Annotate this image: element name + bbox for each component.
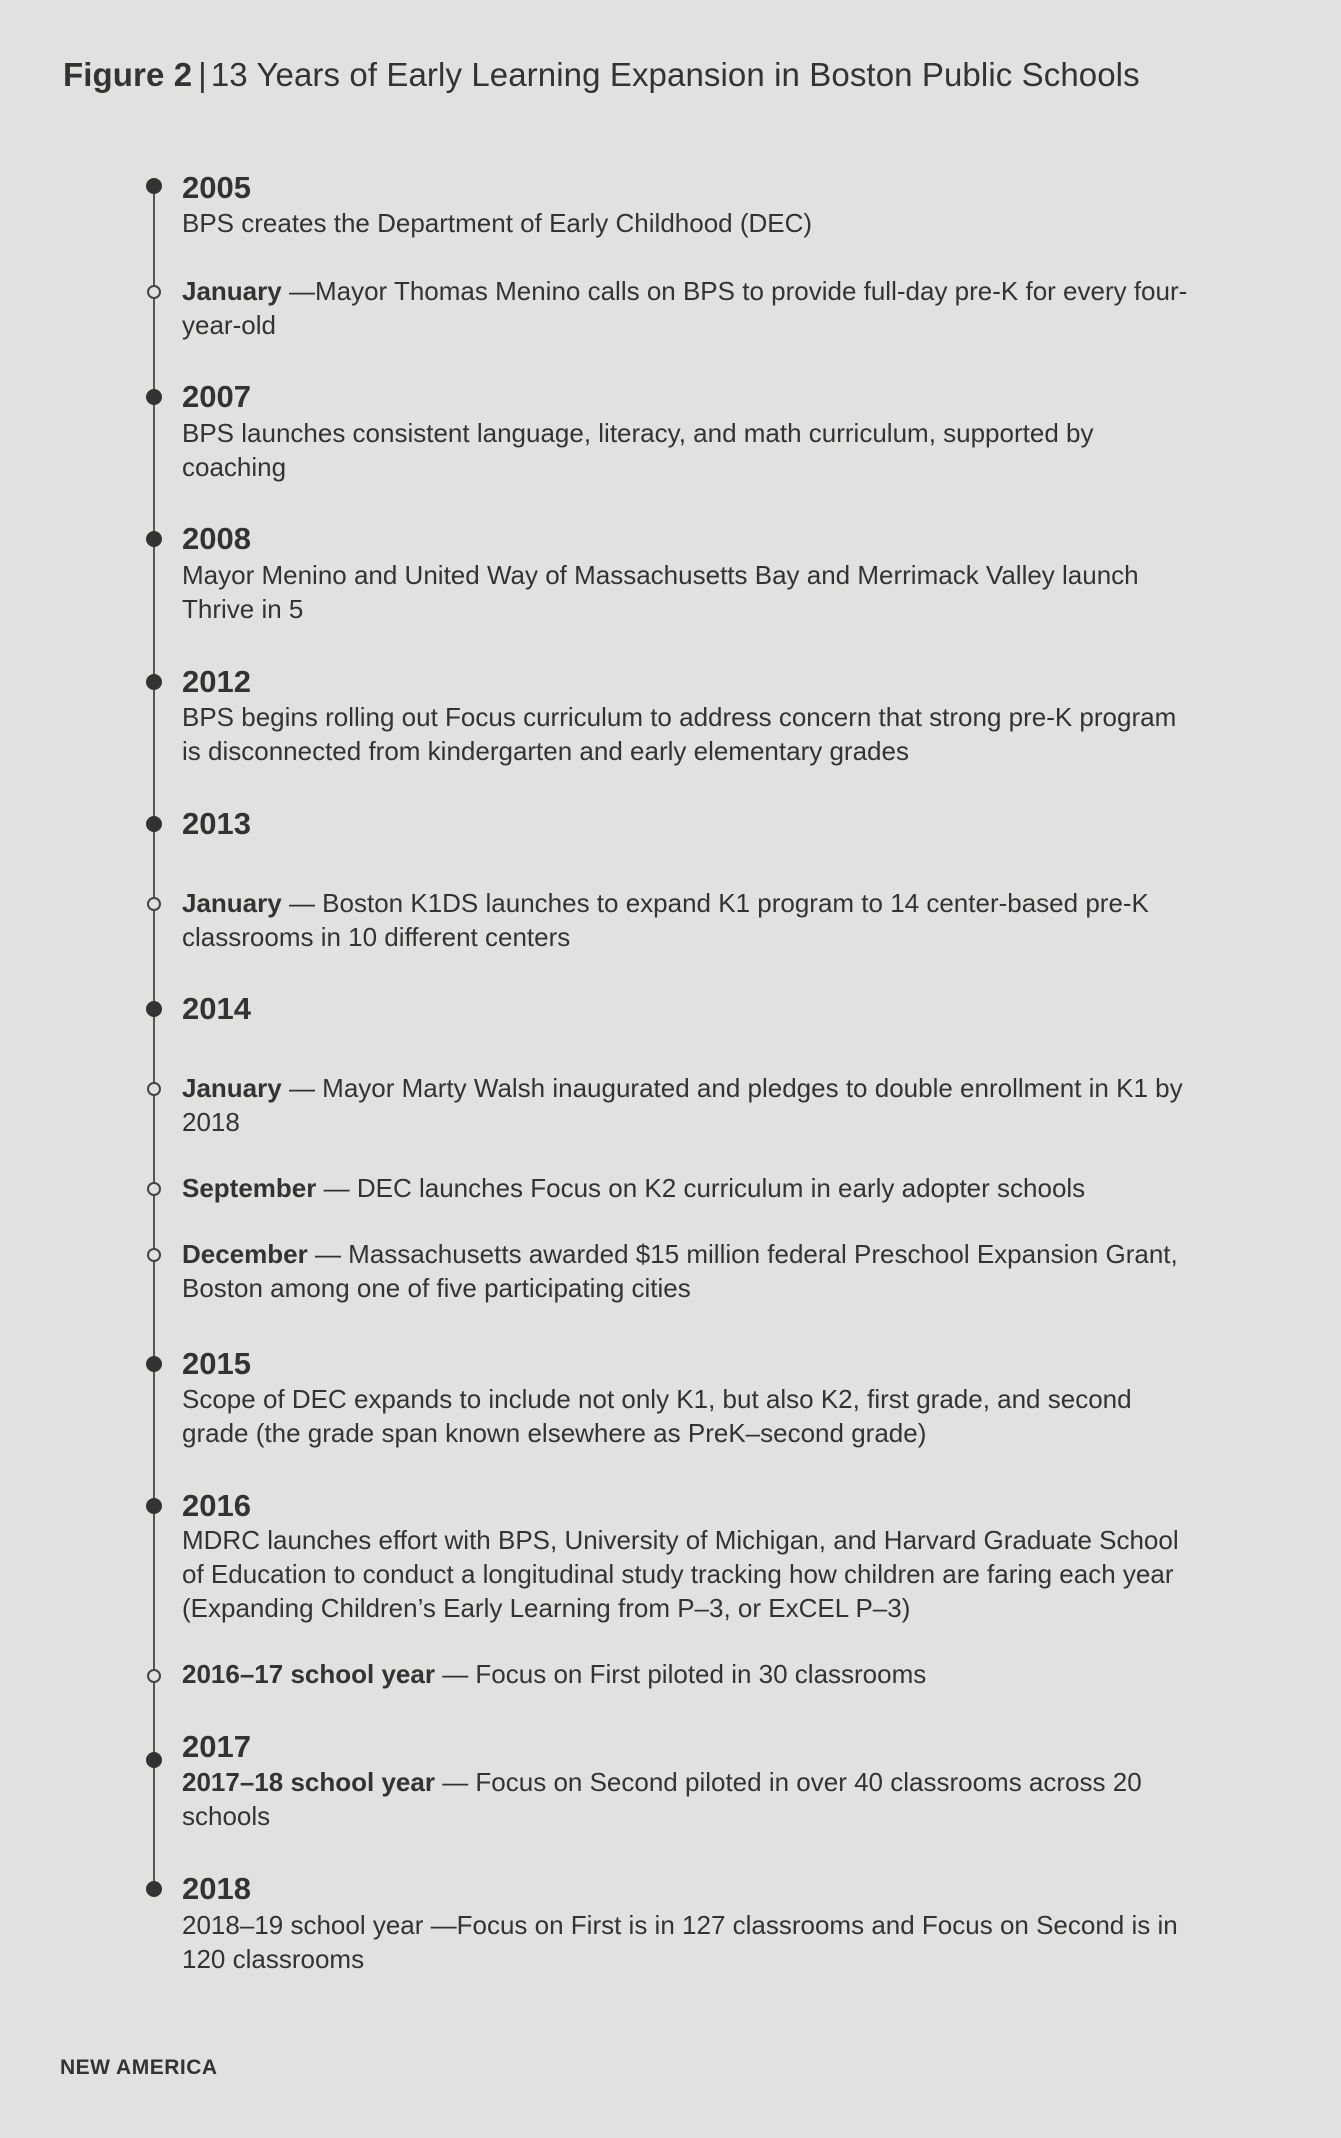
year-marker-dot: [146, 1881, 162, 1897]
event-text: BPS launches consistent language, literacy, and math curriculum, supported by coaching: [182, 418, 1094, 482]
month-marker-circle: [147, 1248, 161, 1262]
event-text: [182, 1071, 1202, 1139]
year-label: 2008: [182, 521, 251, 556]
new-america-logo: NEW AMERICA: [60, 2056, 218, 2079]
year-label: 2012: [182, 664, 251, 699]
event-description: — Focus on First piloted in 30 classrooms: [434, 1659, 927, 1689]
title-separator: |: [198, 56, 207, 93]
year-marker-dot: [146, 816, 162, 832]
event-description: — Mayor Marty Walsh inaugurated and pledges to double enrollment in K1 by 2018: [182, 1073, 1183, 1137]
event-description: — DEC launches Focus on K2 curriculum in early adopter schools: [316, 1173, 1086, 1203]
year-label: 2014: [182, 991, 251, 1026]
event-month: January: [182, 276, 282, 306]
event-text: BPS begins rolling out Focus curriculum to address concern that strong pre-K program is disconnected from kindergarten and early elementary grades: [182, 702, 1177, 766]
year-marker-dot: [146, 178, 162, 194]
event-text: [182, 274, 1202, 342]
month-marker-circle: [147, 1182, 161, 1196]
figure-title: [63, 56, 1140, 94]
year-label: 2018: [182, 1871, 251, 1906]
year-marker-dot: [146, 674, 162, 690]
year-marker-dot: [146, 1752, 162, 1768]
year-label: 2005: [182, 170, 251, 205]
year-marker-dot: [146, 531, 162, 547]
year-marker-dot: [146, 1001, 162, 1017]
month-marker-circle: [147, 1669, 161, 1683]
event-month: January: [182, 888, 282, 918]
figure-label: Figure 2: [63, 56, 193, 93]
event-period: 2017–18 school year: [182, 1767, 435, 1797]
timeline-axis: [153, 184, 155, 1889]
event-description: — Massachusetts awarded $15 million federal Preschool Expansion Grant, Boston among one of five participating cities: [182, 1239, 1178, 1303]
event-month: January: [182, 1073, 282, 1103]
event-text: [182, 886, 1202, 954]
year-marker-dot: [146, 389, 162, 405]
event-text: [182, 1171, 1202, 1205]
event-text: MDRC launches effort with BPS, University of Michigan, and Harvard Graduate School of Education to conduct a longitudinal study tracking how children are faring each year (Expanding Children’s Early Learning from P–3, or ExCEL P–3): [182, 1525, 1179, 1623]
event-period: 2016–17 school year: [182, 1659, 435, 1689]
event-text: [182, 1765, 1202, 1833]
event-text: [182, 1237, 1202, 1305]
event-text: Scope of DEC expands to include not only K1, but also K2, first grade, and second grade (the grade span known elsewhere as PreK–second grade): [182, 1384, 1132, 1448]
month-marker-circle: [147, 1082, 161, 1096]
year-label: 2007: [182, 379, 251, 414]
month-marker-circle: [147, 285, 161, 299]
month-marker-circle: [147, 897, 161, 911]
event-month: September: [182, 1173, 317, 1203]
year-marker-dot: [146, 1498, 162, 1514]
event-description: — Focus on Second piloted in over 40 classrooms across 20 schools: [182, 1767, 1142, 1831]
year-label: 2013: [182, 806, 251, 841]
event-description: — Boston K1DS launches to expand K1 program to 14 center-based pre-K classrooms in 10 different centers: [182, 888, 1149, 952]
event-text: Mayor Menino and United Way of Massachusetts Bay and Merrimack Valley launch Thrive in 5: [182, 560, 1139, 624]
year-marker-dot: [146, 1356, 162, 1372]
year-label: 2017: [182, 1729, 251, 1764]
event-description: —Mayor Thomas Menino calls on BPS to provide full-day pre-K for every four-year-old: [182, 276, 1188, 340]
event-text: [182, 1657, 1202, 1691]
event-month: December: [182, 1239, 308, 1269]
figure-title-text: 13 Years of Early Learning Expansion in Boston Public Schools: [210, 56, 1140, 93]
event-text: 2018–19 school year —Focus on First is in 127 classrooms and Focus on Second is in 120 classrooms: [182, 1910, 1178, 1974]
year-label: 2016: [182, 1488, 251, 1523]
year-label: 2015: [182, 1346, 251, 1381]
event-text: BPS creates the Department of Early Childhood (DEC): [182, 208, 813, 238]
